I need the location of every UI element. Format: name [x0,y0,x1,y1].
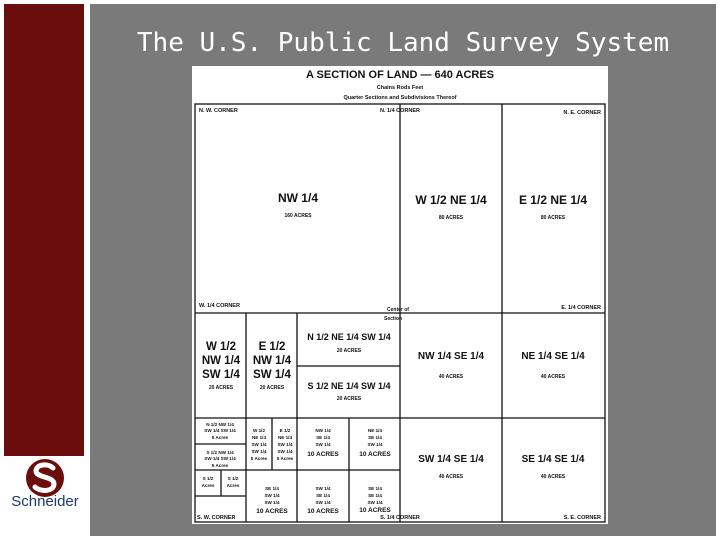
parcel-e-half-nw-sw-acres: 20 ACRES [259,385,285,391]
corner-ne: N. E. CORNER [563,110,601,116]
parcel-mid-ne-l3: SW 1/4 [367,442,383,447]
parcel-small-d-l5: 5 Acres [276,456,294,461]
parcel-small-g-l2: SW 1/4 [264,493,280,498]
corner-sw: S. W. CORNER [197,515,236,521]
parcel-w-half-ne-name: W 1/2 NE 1/4 [415,193,487,207]
corner-n-quarter: N. 1/4 CORNER [379,108,421,114]
parcel-mid-se-l3: SW 1/4 [367,500,383,505]
diagram-units: Chains Rods Feet [376,85,424,91]
parcel-n-half-ne-sw-acres: 20 ACRES [336,348,362,354]
parcel-small-d-l3: SW 1/4 [277,442,293,447]
parcel-small-a-l1: N 1/2 NW 1/4 [206,422,234,427]
parcel-w-half-nw-sw-l1: W 1/2 [205,341,237,353]
parcel-mid-ne-l4: 10 ACRES [359,451,391,458]
parcel-small-e-l2: Acres [201,483,215,488]
parcel-nw-quarter-name: NW 1/4 [277,191,319,205]
parcel-w-half-ne-acres: 80 ACRES [438,215,464,221]
parcel-se-se-acres: 40 ACRES [540,474,566,480]
parcel-e-half-nw-sw-l2: NW 1/4 [252,355,292,367]
parcel-small-a-l2: SW 1/4 SW 1/4 [204,428,236,433]
parcel-e-half-nw-sw-l1: E 1/2 [258,341,286,353]
parcel-small-g-l1: SE 1/4 [265,486,279,491]
slide-title: The U.S. Public Land Survey System [136,28,670,58]
parcel-w-half-nw-sw-l3: SW 1/4 [202,369,240,381]
parcel-small-f-l1: S 1/2 [227,476,239,481]
parcel-nw-se-acres: 40 ACRES [438,374,464,380]
parcel-mid-nw-l2: SE 1/4 [316,435,330,440]
parcel-nw-quarter-acres: 160 ACRES [284,213,312,219]
parcel-e-half-ne-name: E 1/2 NE 1/4 [518,193,588,207]
parcel-n-half-ne-sw-name: N 1/2 NE 1/4 SW 1/4 [307,332,391,342]
parcel-small-b-l1: S 1/2 NW 1/4 [206,450,234,455]
parcel-sw-se-name: SW 1/4 SE 1/4 [418,454,484,465]
section-diagram [192,66,608,524]
parcel-small-c-l4: SW 1/4 [251,449,267,454]
parcel-mid-sw-l4: 10 ACRES [307,508,339,515]
parcel-small-e-l1: S 1/2 [202,476,214,481]
sidebar [0,0,85,540]
parcel-se-se-name: SE 1/4 SE 1/4 [521,454,585,465]
parcel-w-half-nw-sw-acres: 20 ACRES [208,385,234,391]
parcel-mid-se-l1: SE 1/4 [368,486,382,491]
parcel-s-half-ne-sw-name: S 1/2 NE 1/4 SW 1/4 [307,381,391,391]
parcel-small-d-l2: NE 1/4 [277,435,293,440]
parcel-sw-se-acres: 40 ACRES [438,474,464,480]
parcel-ne-se-acres: 40 ACRES [540,374,566,380]
parcel-e-half-nw-sw-l3: SW 1/4 [253,369,291,381]
parcel-small-c-l1: W 1/2 [253,428,265,433]
corner-w-quarter: W. 1/4 CORNER [199,303,240,309]
parcel-mid-se-l4: 10 ACRES [359,507,391,514]
parcel-mid-ne-l2: SE 1/4 [368,435,382,440]
parcel-s-half-ne-sw-acres: 20 ACRES [336,396,362,402]
parcel-small-c-l3: SW 1/4 [251,442,267,447]
parcel-small-c-l2: NE 1/4 [251,435,267,440]
parcel-mid-nw-l1: NW 1/4 [315,428,331,433]
section-diagram-svg [192,66,608,524]
parcel-small-c-l5: 5 Acres [250,456,268,461]
parcel-small-a-l3: 5 Acres [211,435,229,440]
corner-e-quarter: E. 1/4 CORNER [561,305,601,311]
corner-s-quarter: S. 1/4 CORNER [380,515,420,521]
parcel-mid-sw-l3: SW 1/4 [315,500,331,505]
parcel-e-half-ne-acres: 80 ACRES [540,215,566,221]
parcel-mid-sw-l1: SW 1/4 [315,486,331,491]
corner-se: S. E. CORNER [563,515,601,521]
corner-center-2: Section [384,316,403,322]
corner-nw: N. W. CORNER [199,108,238,114]
diagram-header: A SECTION OF LAND — 640 ACRES [305,69,495,81]
parcel-mid-nw-l4: 10 ACRES [307,451,339,458]
parcel-small-d-l1: E 1/2 [279,428,291,433]
parcel-small-b-l2: SW 1/4 SW 1/4 [204,456,236,461]
sidebar-red-bar [4,4,84,456]
parcel-small-d-l4: SW 1/4 [277,449,293,454]
parcel-small-f-l2: Acres [226,483,240,488]
parcel-small-g-l4: 10 ACRES [256,508,288,515]
parcel-nw-se-name: NW 1/4 SE 1/4 [417,351,485,362]
parcel-mid-sw-l2: SE 1/4 [316,493,330,498]
parcel-small-g-l3: SW 1/4 [264,500,280,505]
logo-text: Schneider [11,493,79,510]
corner-center-1: Center of [387,307,409,313]
diagram-subtitle: Quarter Sections and Subdivisions Thereof [343,95,457,101]
parcel-mid-nw-l3: SW 1/4 [315,442,331,447]
parcel-mid-ne-l1: NE 1/4 [367,428,383,433]
parcel-ne-se-name: NE 1/4 SE 1/4 [521,351,585,362]
parcel-small-b-l3: 5 Acres [211,463,229,468]
parcel-mid-se-l2: SE 1/4 [368,493,382,498]
parcel-w-half-nw-sw-l2: NW 1/4 [201,355,241,367]
